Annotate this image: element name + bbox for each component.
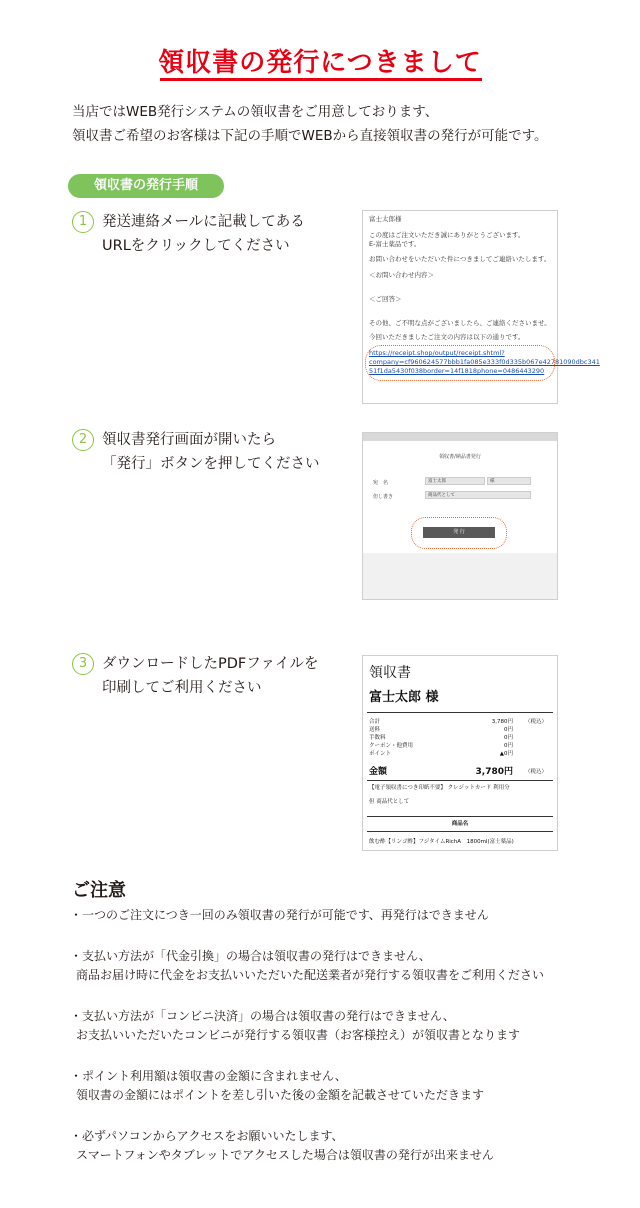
step-3 [72, 652, 352, 702]
page-title: 領収書の発行につきまして [158, 48, 482, 78]
mail-line: お問い合わせをいただいた件につきましてご連絡いたします。 [369, 255, 551, 263]
mail-line: この度はご注文いただき誠にありがとうございます。 [369, 231, 525, 239]
receipt-url-link[interactable]: https://receipt.shop/output/receipt.shtml? [369, 349, 505, 357]
step-text: 「発行」ボタンを押してください [102, 456, 320, 472]
step-number: 1 [72, 211, 94, 233]
mail-line: 富士太郎様 [369, 215, 402, 223]
list-item: ・必ずパソコンからアクセスをお願いいたします、 スマートフォンやタブレットでアクセスした場合は領収書の発行が出来ません [70, 1129, 494, 1162]
step-text: ダウンロードしたPDFファイルを [102, 656, 319, 672]
step-1 [72, 210, 352, 260]
issue-screenshot [362, 432, 558, 600]
mail-line: ＜ご回答＞ [369, 295, 402, 303]
highlight-oval [411, 517, 507, 549]
notice-list [70, 906, 610, 1187]
intro-line: 領収書ご希望のお客様は下記の手順でWEBから直接領収書の発行が可能です。 [72, 128, 548, 144]
procedure-badge: 領収書の発行手順 [68, 174, 224, 198]
browser-bar [363, 433, 557, 441]
issue-heading: 領収書/納品書発行 [439, 454, 481, 460]
highlight-oval [365, 345, 555, 381]
notice-heading: ご注意 [72, 880, 126, 901]
mail-line: その他、ご不明な点がございましたら、ご連絡くださいませ。 [369, 319, 551, 327]
step-text: URLをクリックしてください [102, 238, 290, 254]
list-item: ・支払い方法が「コンビニ決済」の場合は領収書の発行はできません、 お支払いいただいたコンビニが発行する領収書（お客様控え）が領収書となります [70, 1009, 521, 1042]
table-row: 飲む酢【リンゴ酢】フジタイムRichA 1800ml(富士薬品) [369, 839, 514, 845]
table-header: 商品名 [367, 817, 553, 832]
step-text: 印刷してご利用ください [102, 680, 262, 696]
mail-screenshot [362, 210, 600, 404]
title-underline [160, 78, 482, 81]
proviso-input[interactable]: 商品代として [425, 491, 531, 499]
mail-line: E-富士薬品です。 [369, 240, 421, 248]
step-number: 2 [72, 429, 94, 451]
name-label: 宛 名 [373, 480, 389, 486]
items-table [367, 816, 553, 851]
step-number: 3 [72, 653, 94, 675]
mail-line: ＜お問い合わせ内容＞ [369, 271, 434, 279]
receipt-screenshot: 領収書 富士太郎 様 合計 3,780円 （税込） 送料 0円 手数料 0円 クーポン・他費用 0円 ポイント ▲0円 金額 3,780円 （税込） 【電子領収書につき印紙不要】 クレジットカード 利用分 但 商品代として 商品名 飲む酢【リンゴ酢】フジタイムRichA 1800ml(富士薬品) [362, 655, 558, 851]
intro-text [72, 100, 548, 148]
proviso-label: 但し書き [373, 494, 394, 500]
name-input[interactable]: 富士太郎 [425, 477, 485, 485]
divider [367, 712, 553, 713]
list-item: ・ポイント利用額は領収書の金額に含まれません、 領収書の金額にはポイントを差し引いた後の金額を記載させていただきます [70, 1069, 485, 1102]
issue-button[interactable]: 発 行 [423, 527, 495, 538]
divider [367, 780, 553, 781]
honorific-input[interactable]: 様 [487, 477, 531, 485]
receipt-title: 領収書 [369, 665, 411, 681]
receipt-url-link[interactable]: 51f1da5430f038border=14f1818phone=0486443290 [369, 367, 545, 375]
step-text: 発送連絡メールに記載してある [102, 214, 305, 230]
receipt-addressee: 富士太郎 様 [369, 690, 439, 705]
mail-line: 今回いただきましたご注文の内容は以下の通りです。 [369, 333, 525, 341]
step-2 [72, 428, 352, 478]
intro-line: 当店ではWEB発行システムの領収書をご用意しております、 [72, 104, 439, 120]
receipt-url-link[interactable]: company=cf960624577bbb1fa085e333f0d335b067e42781090dbc341 [369, 358, 600, 366]
issue-form [363, 441, 557, 553]
step-text: 領収書発行画面が開いたら [102, 432, 276, 448]
list-item: ・一つのご注文につき一回のみ領収書の発行が可能です、再発行はできません [70, 908, 489, 922]
list-item: ・支払い方法が「代金引換」の場合は領収書の発行はできません、 商品お届け時に代金をお支払いいただいた配送業者が発行する領収書をご利用ください [70, 949, 545, 982]
